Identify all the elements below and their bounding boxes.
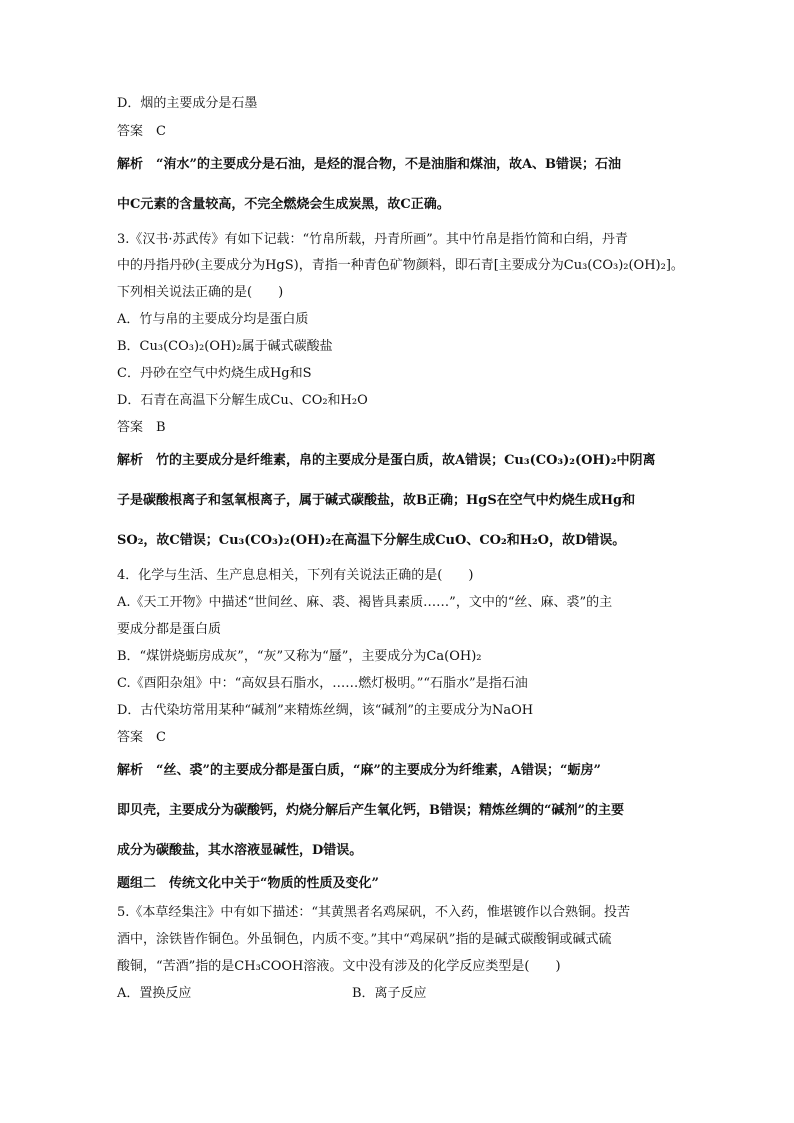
option-c-q4: C.《酉阳杂俎》中：“高奴县石脂水，……燃灯极明。”“石脂水”是指石油 (117, 676, 528, 691)
analysis-q2-line2: 中C元素的含量较高，不完全燃烧会生成炭黑，故C正确。 (117, 197, 450, 212)
option-a-q4-line1: A.《天工开物》中描述“世间丝、麻、裘、褐皆具素质……”，文中的“丝、麻、裘”的主 (117, 595, 613, 610)
answer-q4: 答案 C (117, 730, 166, 745)
question-3-line1: 3.《汉书·苏武传》有如下记载：“竹帛所载，丹青所画”。其中竹帛是指竹简和白绢，丹青 (117, 232, 628, 247)
section-heading: 题组二 传统文化中关于“物质的性质及变化” (117, 876, 379, 891)
question-5-line1: 5.《本草经集注》中有如下描述：“其黄黑者名鸡屎矾，不入药，惟堪镀作以合熟铜。投苦 (117, 905, 631, 920)
option-b-q4: B．“煤饼烧蛎房成灰”，“灰”又称为“蜃”，主要成分为Ca(OH)₂ (117, 649, 482, 664)
option-a-q3: A．竹与帛的主要成分均是蛋白质 (117, 312, 309, 327)
option-b-q3: B．Cu₃(CO₃)₂(OH)₂属于碱式碳酸盐 (117, 339, 333, 354)
analysis-q4-line1: 解析 “丝、裘”的主要成分都是蛋白质，“麻”的主要成分为纤维素，A错误；“蛎房” (117, 763, 601, 778)
option-b-q5: B．离子反应 (352, 986, 427, 1001)
analysis-q2-line1: 解析 “洧水”的主要成分是石油，是烃的混合物，不是油脂和煤油，故A、B错误；石油 (117, 157, 622, 172)
option-a-q4-line2: 要成分都是蛋白质 (117, 622, 222, 637)
question-3-line2: 中的丹指丹砂(主要成分为HgS)，青指一种青色矿物颜料，即石青[主要成分为Cu₃(CO₃)₂(OH)₂]。 (117, 258, 684, 273)
answer-q2: 答案 C (117, 124, 166, 139)
answer-q3: 答案 B (117, 420, 166, 435)
question-4-line1: 4．化学与生活、生产息息相关，下列有关说法正确的是( ) (117, 568, 474, 583)
analysis-q3-line3: SO₂，故C错误；Cu₃(CO₃)₂(OH)₂在高温下分解生成CuO、CO₂和H₂O，故D错误。 (117, 533, 626, 548)
analysis-q3-line2: 子是碳酸根离子和氢氧根离子，属于碱式碳酸盐，故B正确；HgS在空气中灼烧生成Hg和 (117, 493, 636, 508)
option-d-q2: D．烟的主要成分是石墨 (117, 96, 258, 111)
question-5-line3: 酸铜，“苦酒”指的是CH₃COOH溶液。文中没有涉及的化学反应类型是( ) (117, 959, 561, 974)
analysis-q4-line2: 即贝壳，主要成分为碳酸钙，灼烧分解后产生氧化钙，B错误；精炼丝绸的“碱剂”的主要 (117, 803, 624, 818)
analysis-q4-line3: 成分为碳酸盐，其水溶液显碱性，D错误。 (117, 843, 363, 858)
option-c-q3: C．丹砂在空气中灼烧生成Hg和S (117, 366, 312, 381)
option-a-q5: A．置换反应 (117, 986, 192, 1001)
analysis-q3-line1: 解析 竹的主要成分是纤维素，帛的主要成分是蛋白质，故A错误；Cu₃(CO₃)₂(OH)₂中阴离 (117, 453, 656, 468)
question-5-line2: 酒中，涂铁皆作铜色。外虽铜色，内质不变。”其中“鸡屎矾”指的是碱式碳酸铜或碱式硫 (117, 932, 612, 947)
question-3-line3: 下列相关说法正确的是( ) (117, 285, 284, 300)
option-d-q3: D．石青在高温下分解生成Cu、CO₂和H₂O (117, 393, 368, 408)
option-d-q4: D．古代染坊常用某种“碱剂”来精炼丝绸，该“碱剂”的主要成分为NaOH (117, 703, 534, 718)
